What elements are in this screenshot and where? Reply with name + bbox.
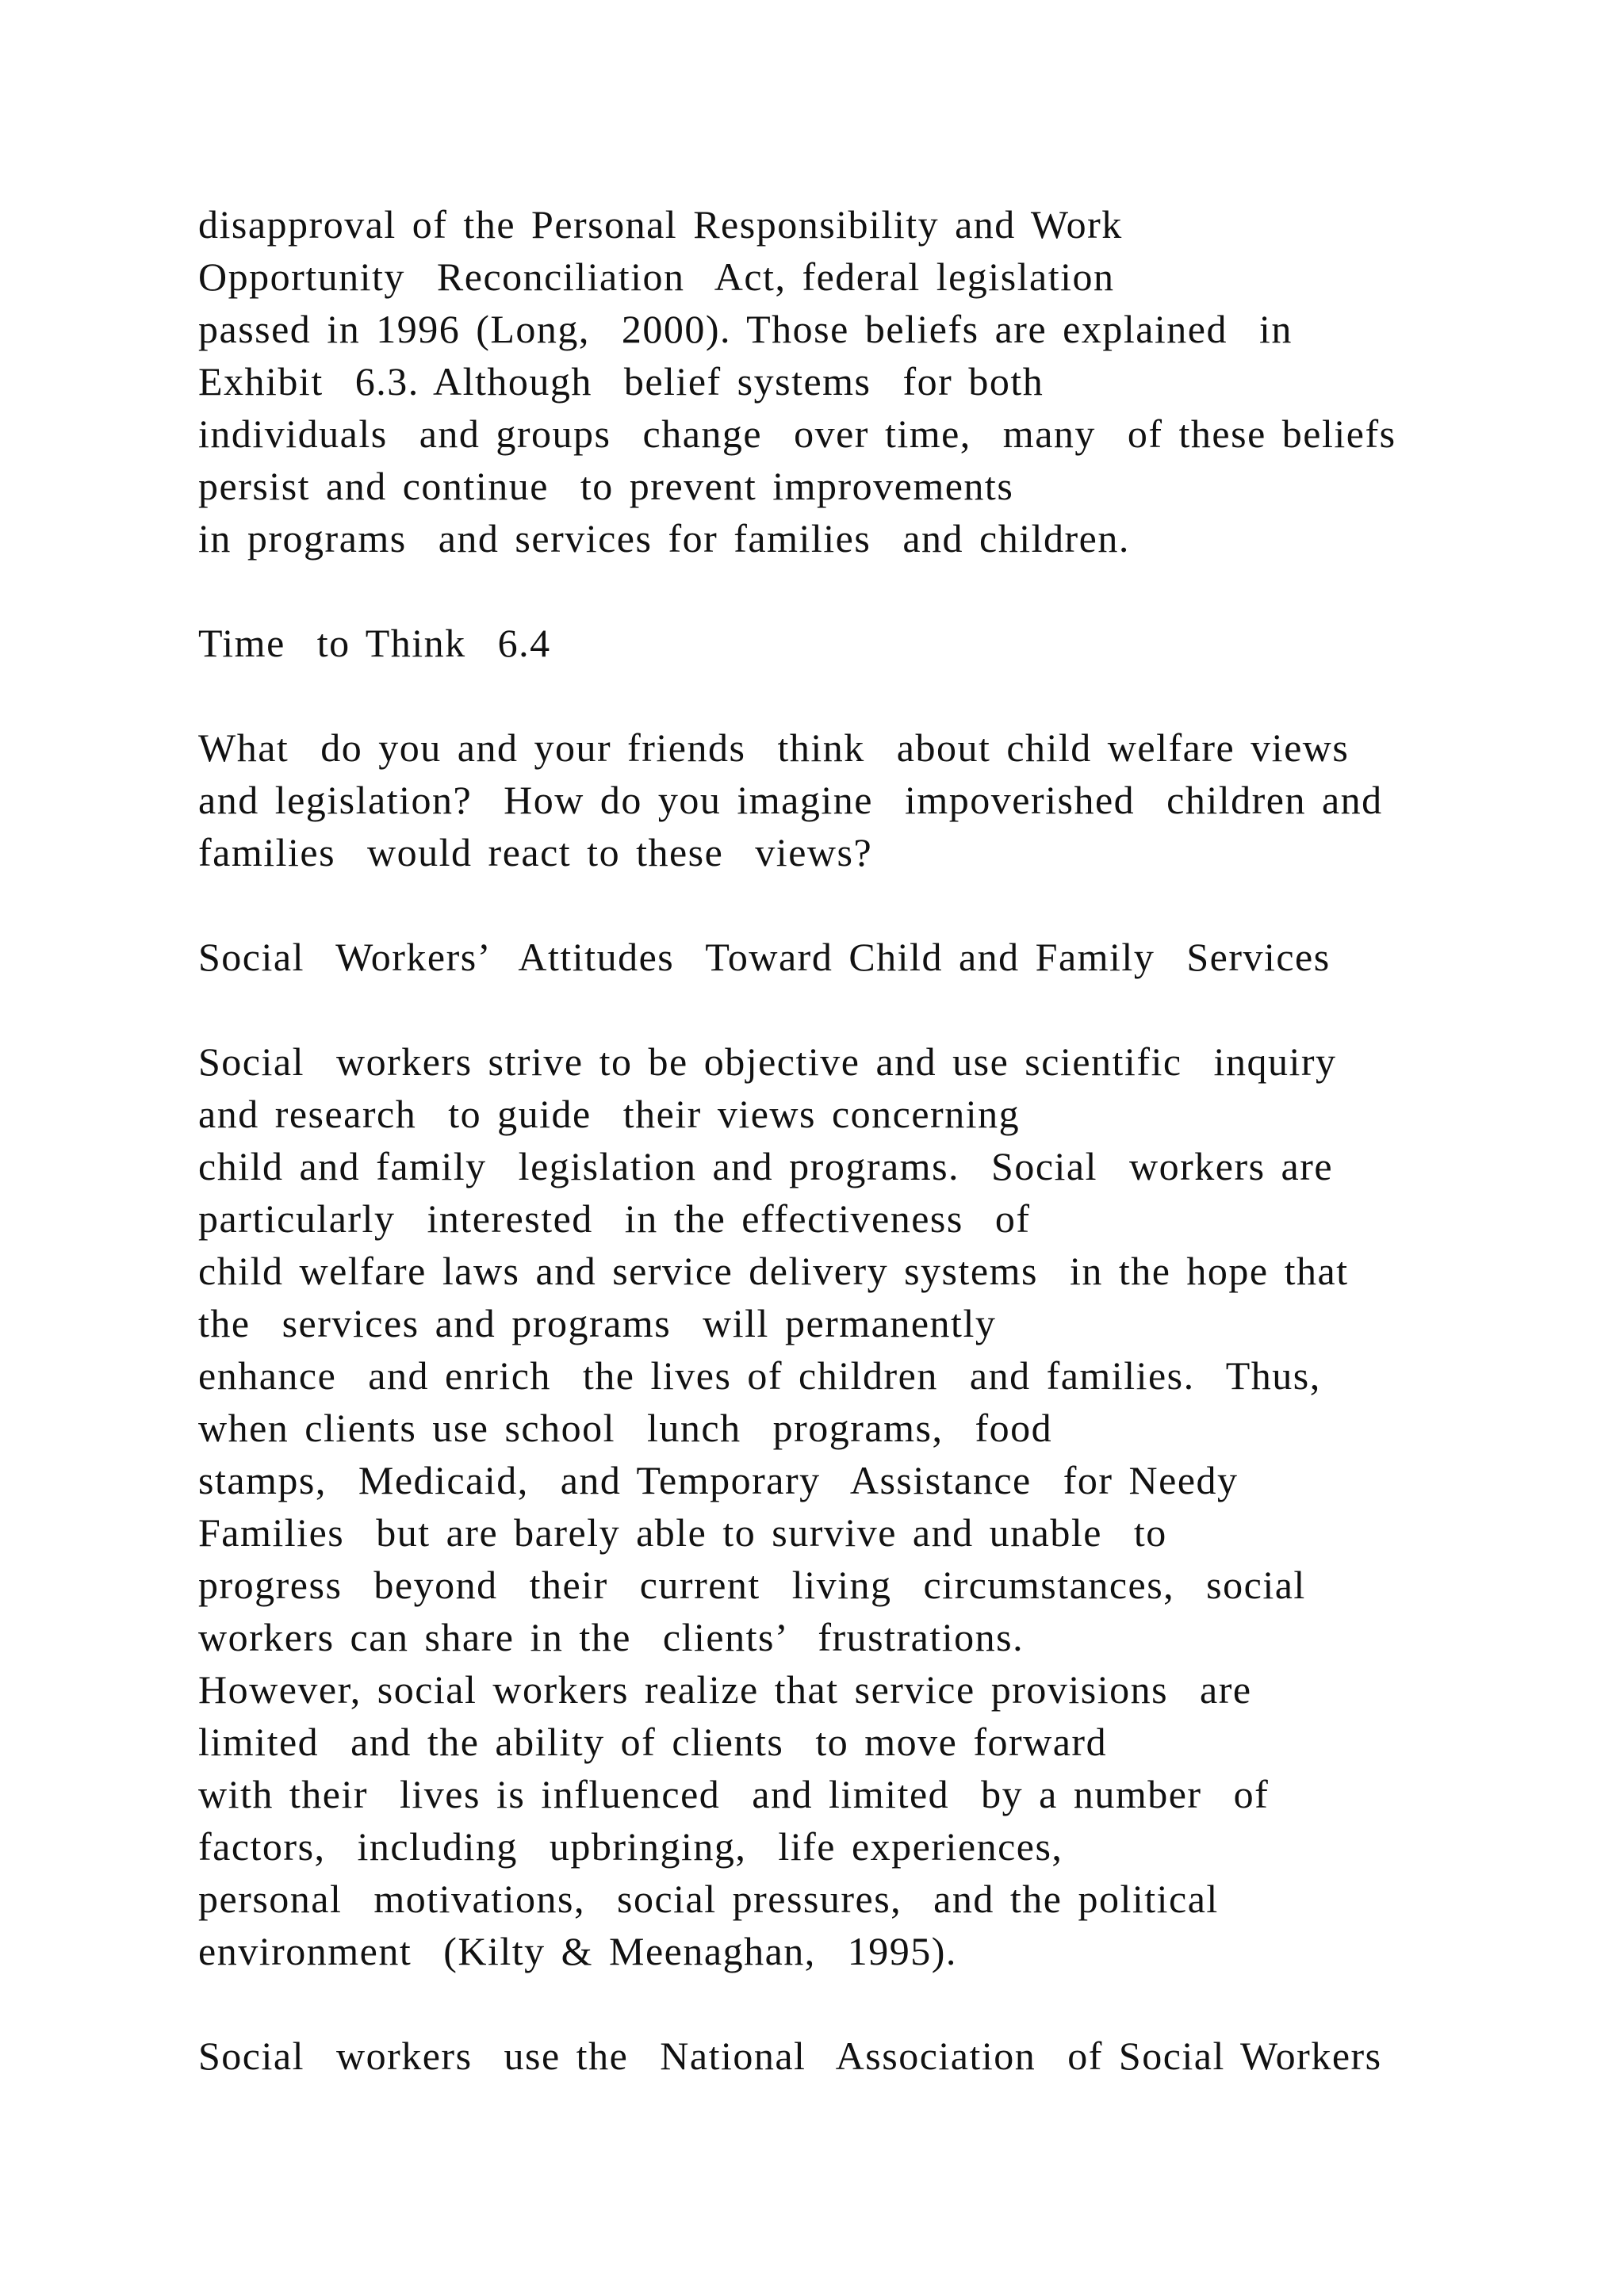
text-line: families would react to these views? [198, 830, 873, 874]
text-line: disapproval of the Personal Responsibility and Work [198, 202, 1123, 247]
document-body [198, 198, 1507, 2082]
text-line: progress beyond their current living circumstances, social [198, 1563, 1306, 1607]
paragraph-gap [198, 983, 1507, 1035]
text-line: personal motivations, social pressures, and the political [198, 1877, 1219, 1921]
section-heading [198, 931, 1507, 983]
text-line: limited and the ability of clients to move forward [198, 1720, 1108, 1764]
text-line: Social workers strive to be objective and use scientific inquiry [198, 1039, 1337, 1084]
text-line: Exhibit 6.3. Although belief systems for both [198, 359, 1044, 404]
text-line: stamps, Medicaid, and Temporary Assistance for Needy [198, 1458, 1239, 1502]
text-line: individuals and groups change over time, many of these beliefs [198, 411, 1396, 456]
text-line: particularly interested in the effectiveness of [198, 1196, 1031, 1241]
text-line: passed in 1996 (Long, 2000). Those beliefs are explained in [198, 307, 1293, 351]
text-line: in programs and services for families and children. [198, 516, 1130, 561]
time-to-think-heading [198, 617, 1507, 669]
paragraph-question [198, 721, 1507, 878]
text-line: enhance and enrich the lives of children and families. Thus, [198, 1353, 1321, 1398]
paragraph-nasw [198, 2030, 1507, 2082]
paragraph-intro [198, 198, 1507, 564]
text-line: workers can share in the clients’ frustrations. [198, 1615, 1025, 1659]
paragraph-gap [198, 1977, 1507, 2030]
text-line: environment (Kilty & Meenaghan, 1995). [198, 1929, 957, 1973]
text-line: Families but are barely able to survive and unable to [198, 1510, 1167, 1555]
text-line: Social Workers’ Attitudes Toward Child and Family Services [198, 935, 1331, 979]
text-line: Time to Think 6.4 [198, 621, 551, 665]
text-line: and legislation? How do you imagine impoverished children and [198, 778, 1383, 822]
paragraph-gap [198, 669, 1507, 721]
paragraph-gap [198, 564, 1507, 617]
text-line: child welfare laws and service delivery systems in the hope that [198, 1249, 1349, 1293]
text-line: with their lives is influenced and limited by a number of [198, 1772, 1270, 1816]
text-line: child and family legislation and programs. Social workers are [198, 1144, 1334, 1188]
text-line: However, social workers realize that service provisions are [198, 1667, 1252, 1712]
paragraph-gap [198, 878, 1507, 931]
paragraph-social-workers [198, 1035, 1507, 1977]
text-line: and research to guide their views concerning [198, 1092, 1021, 1136]
text-line: Opportunity Reconciliation Act, federal legislation [198, 254, 1115, 299]
text-line: the services and programs will permanently [198, 1301, 997, 1345]
text-line: What do you and your friends think about child welfare views [198, 725, 1350, 770]
text-line: persist and continue to prevent improvements [198, 464, 1014, 508]
text-line: when clients use school lunch programs, food [198, 1406, 1053, 1450]
text-line: Social workers use the National Association of Social Workers [198, 2034, 1382, 2078]
text-line: factors, including upbringing, life experiences, [198, 1824, 1063, 1869]
